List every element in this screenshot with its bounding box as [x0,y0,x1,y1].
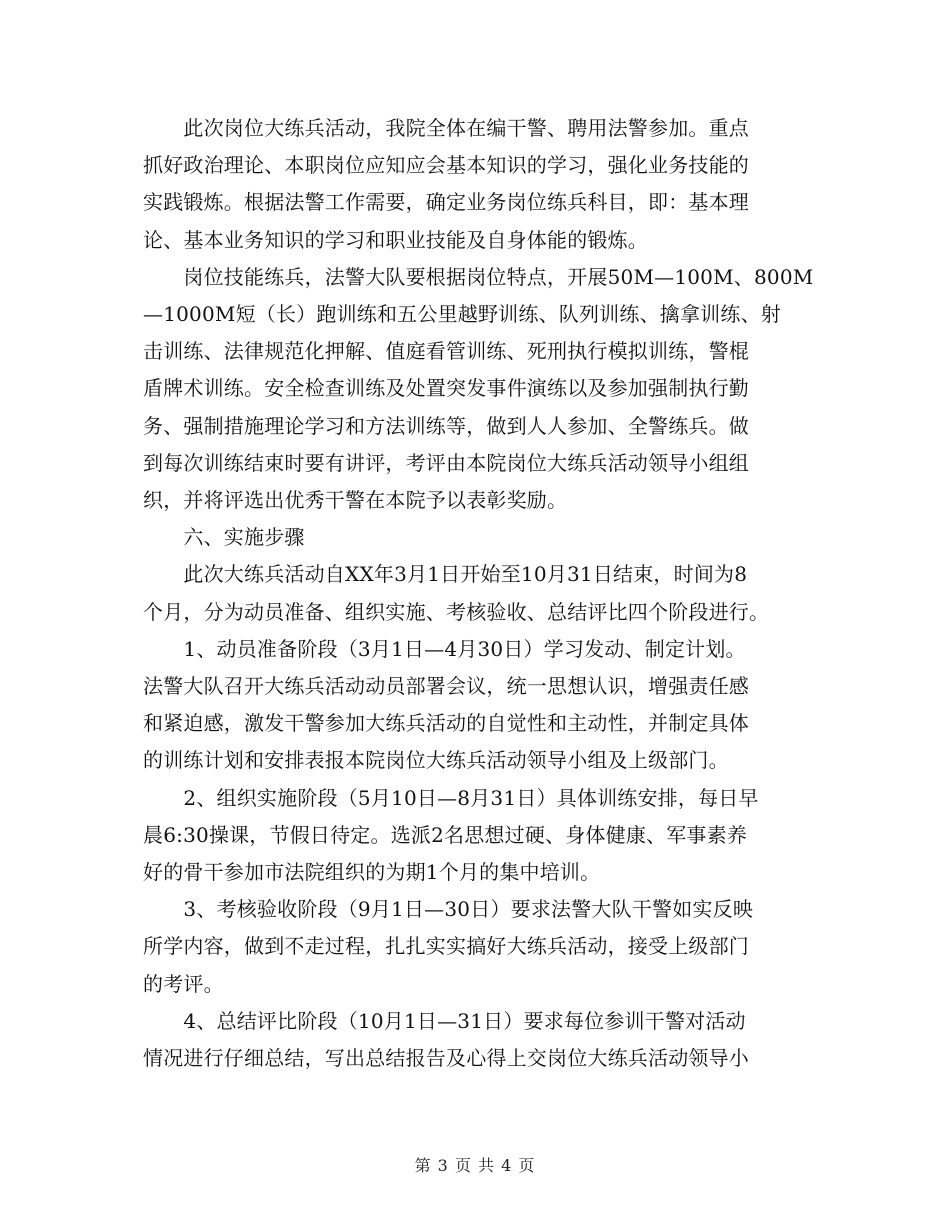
text-line: 晨6:30操课，节假日待定。选派2名思想过硬、身体健康、军事素养 [143,822,748,847]
text-line: 论、基本业务知识的学习和职业技能及自身体能的锻炼。 [143,227,648,252]
text-line: 好的骨干参加市法院组织的为期1个月的集中培训。 [143,860,601,885]
text-line: 2、组织实施阶段（5月10日—8月31日）具体训练安排，每日早 [143,785,759,810]
text-line: 1、动员准备阶段（3月1日—4月30日）学习发动、制定计划。 [143,636,746,661]
page-number-footer: 第 3 页 共 4 页 [414,1156,536,1175]
text-line: 4、总结评比阶段（10月1日—31日）要求每位参训干警对活动 [143,1008,746,1033]
paragraph [143,1003,813,1077]
text-line: 岗位技能练兵，法警大队要根据岗位特点，开展50M—100M、800M [143,264,814,289]
text-line: 抓好政治理论、本职岗位应知应会基本知识的学习，强化业务技能的 [143,153,749,178]
paragraph [143,556,813,630]
text-line: 织，并将评选出优秀干警在本院予以表彰奖励。 [143,488,568,513]
text-line: 务、强制措施理论学习和方法训练等，做到人人参加、全警练兵。做 [143,413,749,438]
document-body [143,110,813,1077]
text-line: 法警大队召开大练兵活动动员部署会议，统一思想认识，增强责任感 [143,674,749,699]
text-line: 盾牌术训练。安全检查训练及处置突发事件演练以及参加强制执行勤 [143,376,749,401]
paragraph [143,631,813,780]
paragraph [143,891,813,1003]
text-line: 个月，分为动员准备、组织实施、考核验收、总结评比四个阶段进行。 [143,599,770,624]
text-line: 到每次训练结束时要有讲评，考评由本院岗位大练兵活动领导小组组 [143,450,749,475]
paragraph [143,780,813,892]
paragraph [143,110,813,259]
text-line: 此次大练兵活动自XX年3月1日开始至10月31日结束，时间为8 [143,562,748,587]
text-line: 六、实施步骤 [143,525,305,550]
text-line: 的考评。 [143,971,224,996]
paragraph [143,519,813,556]
text-line: 3、考核验收阶段（9月1日—30日）要求法警大队干警如实反映 [143,897,754,922]
text-line: 和紧迫感，激发干警参加大练兵活动的自觉性和主动性，并制定具体 [143,711,749,736]
text-line: 击训练、法律规范化押解、值庭看管训练、死刑执行模拟训练，警棍 [143,339,749,364]
text-line: 的训练计划和安排表报本院岗位大练兵活动领导小组及上级部门。 [143,748,729,773]
text-line: 此次岗位大练兵活动，我院全体在编干警、聘用法警参加。重点 [143,116,749,140]
text-line: 所学内容，做到不走过程，扎扎实实搞好大练兵活动，接受上级部门 [143,934,749,959]
paragraph [143,259,813,519]
text-line: 实践锻炼。根据法警工作需要，确定业务岗位练兵科目，即：基本理 [143,190,749,215]
text-line: —1000M短（长）跑训练和五公里越野训练、队列训练、擒拿训练、射 [143,302,781,327]
text-line: 情况进行仔细总结，写出总结报告及心得上交岗位大练兵活动领导小 [143,1046,749,1071]
